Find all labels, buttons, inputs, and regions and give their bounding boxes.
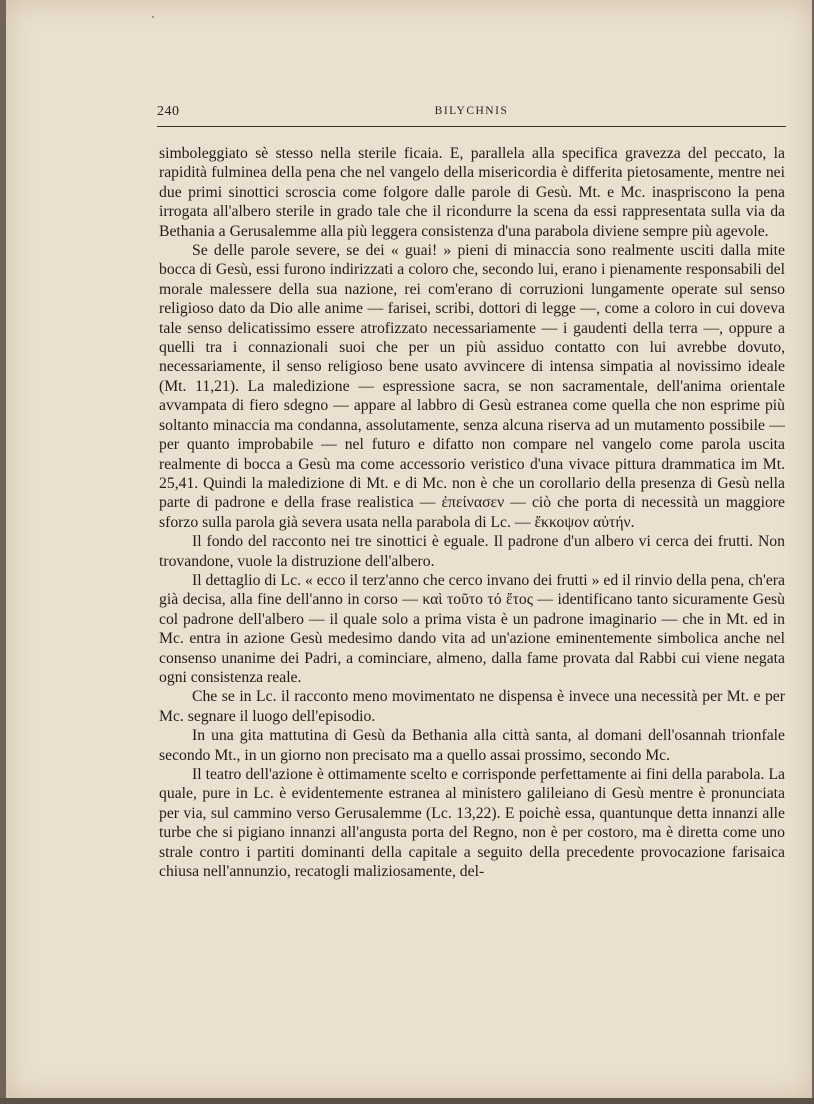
paragraph: Il dettaglio di Lc. « ecco il terz'anno che cerco invano dei frutti » ed il rinvio della pena, ch'era già decisa, alla fine dell'anno in corso — καὶ τοῦτο τό ἔτος — identificano tanto sicuramente Gesù col padrone dell'albero — il quale solo a prima vista è un padrone imaginario — che in Mt. ed in Mc. entra in azione Gesù medesimo dando vita ad un'azione eminentemente simbolica anche nel consenso unanime dei Padri, a cominciare, almeno, dalla fame provata dal Rabbi cui viene negata ogni consistenza reale. — [159, 571, 785, 686]
page-header — [157, 104, 786, 126]
paragraph: Il fondo del racconto nei tre sinottici è eguale. Il padrone d'un albero vi cerca dei frutti. Non trovandone, vuole la distruzione dell'albero. — [159, 533, 785, 570]
scan-edge — [0, 1098, 814, 1104]
page-number: 240 — [157, 104, 180, 119]
running-head: BILYCHNIS — [434, 105, 509, 117]
paragraph: In una gita mattutina di Gesù da Bethania alla città santa, al domani dell'osannah trionfale secondo Mt., in un giorno non precisato ma a quello assai prossimo, secondo Mc. — [159, 727, 785, 764]
paragraph: simboleggiato sè stesso nella sterile ficaia. E, parallela alla specifica gravezza del peccato, la rapidità fulminea della pena che nel vangelo della misericordia è differita pietosamente, mentre nei due primi sinottici scroscia come folgore dalle parole di Gesù. Mt. e Mc. inaspriscono la pena irrogata all'albero sterile in grado tale che il ricondurre la scena da essi rappresentata sulla via da Bethania a Gerusalemme alla più leggera consistenza d'una parabola diviene sempre più agevole. — [159, 145, 785, 240]
paragraph: Che se in Lc. il racconto meno movimentato ne dispensa è invece una necessità per Mt. e per Mc. segnare il luogo dell'episodio. — [159, 688, 785, 725]
paper-speck — [152, 16, 154, 18]
paragraph: Il teatro dell'azione è ottimamente scelto e corrisponde perfettamente ai fini della parabola. La quale, pure in Lc. è evidentemente estranea al ministero galileiano di Gesù mentre è pronunciata per via, sul cammino verso Gerusalemme (Lc. 13,22). E poichè essa, quantunque detta innanzi alle turbe che si pigiano innanzi all'angusta porta del Regno, non è per costoro, ma è diretta come uno strale contro i partiti dominanti della capitale a seguito della precedente provocazione farisaica chiusa nell'annunzio, recatogli maliziosamente, del- — [159, 766, 785, 881]
paragraph: Se delle parole severe, se dei « guai! » pieni di minaccia sono realmente usciti dalla mite bocca di Gesù, essi furono indirizzati a coloro che, secondo lui, erano i pienamente responsabili del morale malessere della sua nazione, rei com'erano di corruzioni lungamente operate sul senso religioso dato da Dio alle anime — farisei, scribi, dottori di legge —, come a coloro in cui doveva tale senso delicatissimo essere atrofizzato necessariamente — i gaudenti della terra —, oppure a quelli tra i connazionali suoi che per un più assiduo contatto con lui avrebbe dovuto, necessariamente, il senso religioso bene usato avvincere di intensa simpatia al novissimo ideale (Mt. 11,21). La maledizione — espressione sacra, se non sacramentale, dell'anima orientale avvampata di fiero sdegno — appare al labbro di Gesù estranea come quella che non esprime più soltanto minaccia ma condanna, assolutamente, senza alcuna riserva ad un mutamento possibile — per quanto improbabile — nel futuro e difatto non compare nel vangelo come parola uscita realmente di bocca a Gesù ma come accessorio veristico d'una vivace pittura drammatica im Mt. 25,41. Quindi la maledizione di Mt. e di Mc. non è che un corollario della presenza di Gesù nella parte di padrone e della frase realistica — ἐπείνασεν — ciò che porta di necessità un maggiore sforzo sulla parola già severa usata nella parabola di Lc. — ἔκκοψον αὐτήν. — [159, 242, 785, 531]
body-text — [159, 144, 785, 881]
header-rule — [157, 126, 786, 127]
